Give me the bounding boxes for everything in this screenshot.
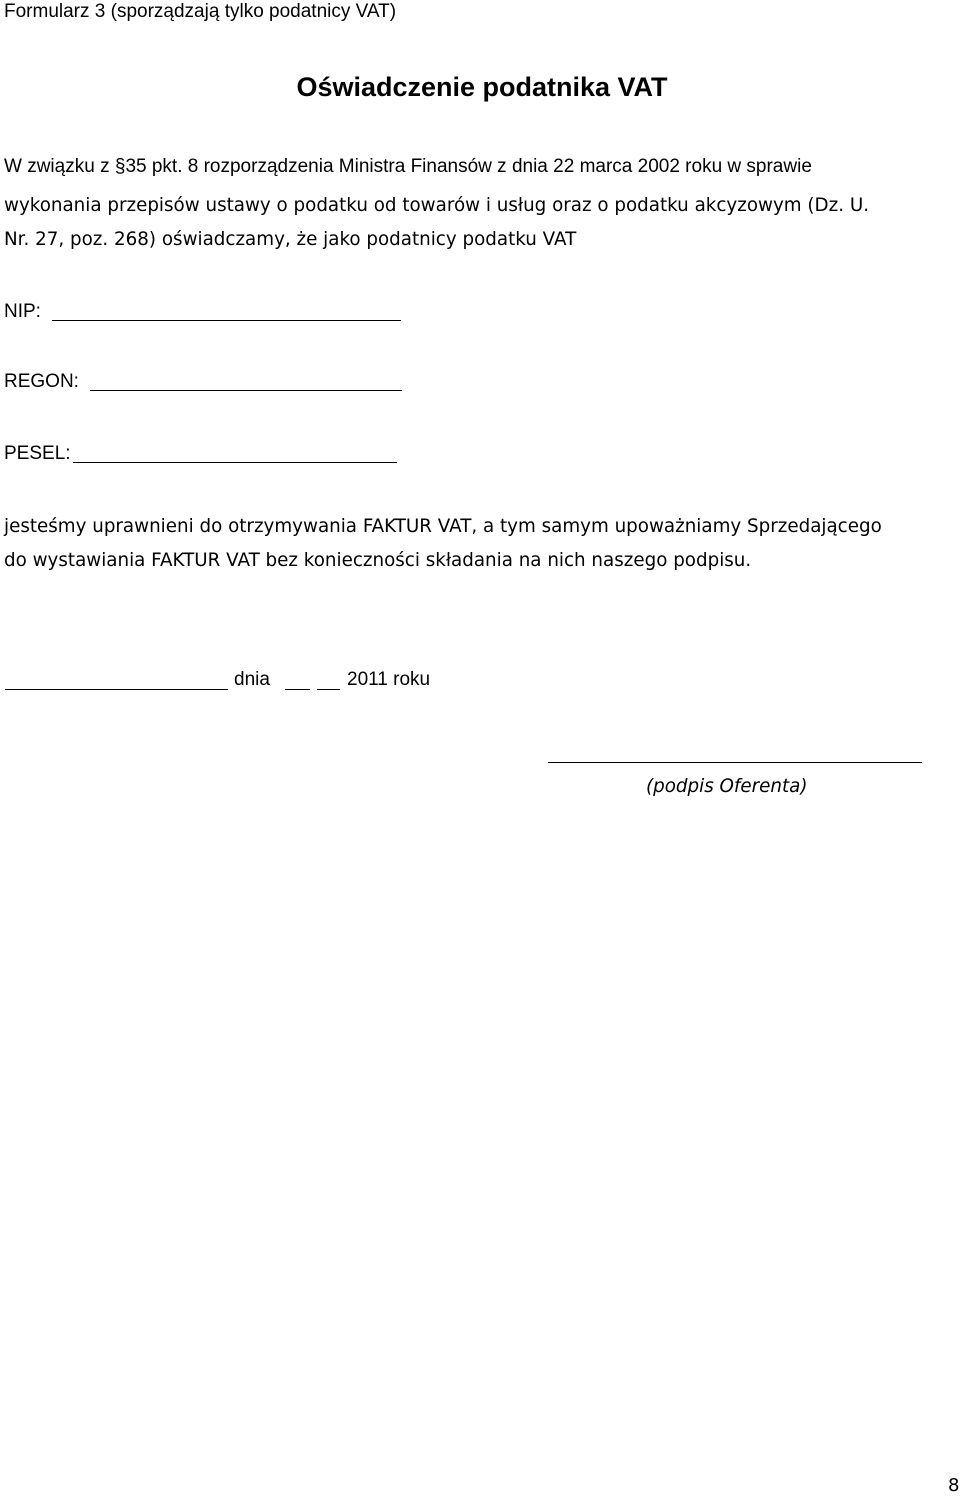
- intro-prefix: W związku z: [4, 156, 115, 177]
- intro-line-1-rest: 35 pkt. 8 rozporządzenia Ministra Finansów z dnia 22 marca 2002 roku w sprawie: [125, 156, 812, 177]
- form-header: Formularz 3 (sporządzają tylko podatnicy VAT): [4, 1, 397, 22]
- month-field[interactable]: [317, 689, 340, 690]
- pesel-label: PESEL:: [4, 443, 71, 464]
- page-title: Oświadczenie podatnika VAT: [296, 72, 668, 102]
- day-field[interactable]: [285, 689, 310, 690]
- signature-caption: (podpis Oferenta): [646, 776, 808, 797]
- regon-label: REGON:: [4, 371, 79, 392]
- year-text: 2011 roku: [347, 669, 431, 690]
- regon-field[interactable]: [90, 390, 402, 391]
- intro-line-3: Nr. 27, poz. 268) oświadczamy, że jako podatnicy podatku VAT: [4, 229, 577, 250]
- nip-label: NIP:: [4, 301, 41, 322]
- declaration-line-1: jesteśmy uprawnieni do otrzymywania FAKTUR VAT, a tym samym upoważniamy Sprzedającego: [4, 516, 882, 537]
- place-field[interactable]: [5, 689, 228, 690]
- signature-field[interactable]: [548, 762, 922, 763]
- section-sign: §: [114, 156, 126, 177]
- page-number: 8: [948, 1475, 960, 1496]
- pesel-field[interactable]: [73, 462, 397, 463]
- intro-line-1: [4, 155, 812, 179]
- date-word: dnia: [234, 669, 270, 690]
- nip-field[interactable]: [52, 320, 401, 321]
- declaration-line-2: do wystawiania FAKTUR VAT bez konieczności składania na nich naszego podpisu.: [4, 550, 752, 571]
- intro-line-2: wykonania przepisów ustawy o podatku od towarów i usług oraz o podatku akcyzowym (Dz. U.: [4, 195, 870, 216]
